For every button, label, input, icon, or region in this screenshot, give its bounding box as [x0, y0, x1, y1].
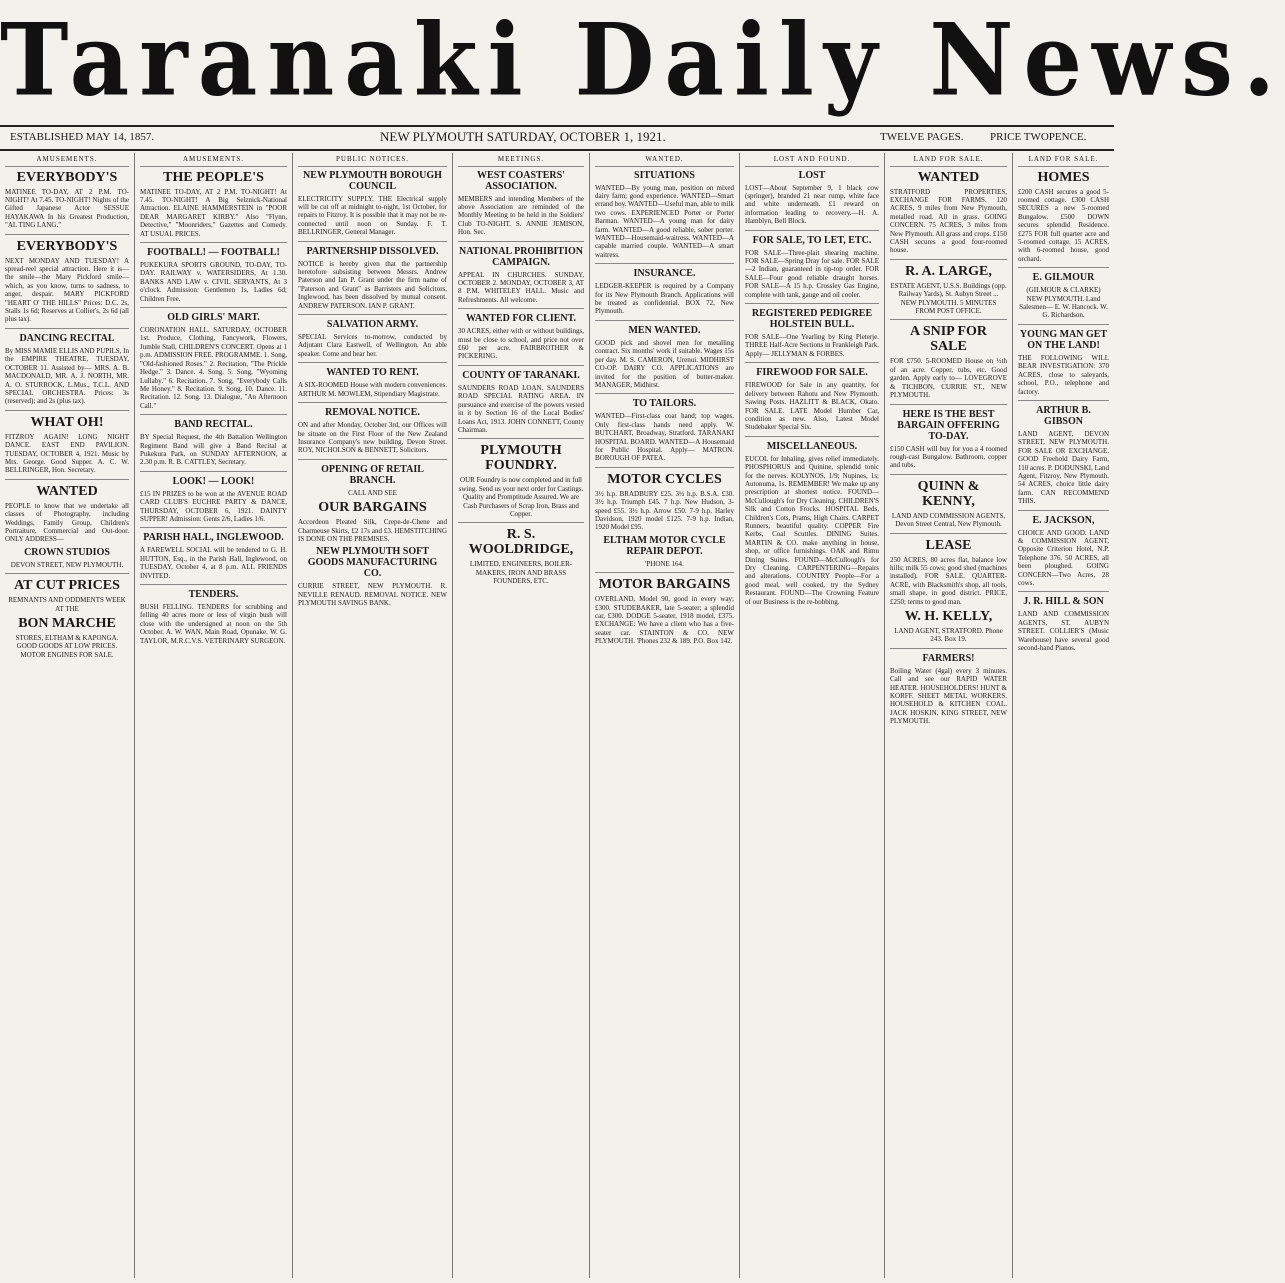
column-land-for-sale-1 [885, 153, 1013, 1278]
divider [595, 320, 734, 321]
divider [458, 522, 584, 523]
ad-text: WANTED—First-class coat hand; top wages. Only first-class hands need apply. W. BUTCHART, Broadway, Stratford. TARANAKI HOSPITAL BOARD. WANTED—A Housemaid for Public Hospital. Apply— MATRON. BOROUGH OF PATEA. [595, 412, 734, 463]
ad-text: LEDGER-KEEPER is required by a Company for its New Plymouth Branch. Applications will be treated as confidential. BOX 72, New Plymouth. [595, 282, 734, 316]
ad-text: ELECTRICITY SUPPLY. THE Electrical supply will be cut off at midnight to-night, 1st October, for repairs to Fitzroy. It is possible that it may not be re-connected until noon on Sunday. F. T. BELLRINGER, General Manager. [298, 194, 447, 237]
ad-text: DEVON STREET, NEW PLYMOUTH. [10, 560, 124, 569]
divider [745, 436, 879, 437]
ad-text: Accordeon Pleated Silk, Crepe-de-Chene and Charmeuse Skirts, £2 17s and £3. HEMSTITCHING IS DONE ON THE PREMISES. [298, 518, 447, 543]
divider [140, 584, 287, 585]
divider [5, 479, 129, 480]
divider [140, 471, 287, 472]
column-header: AMUSEMENTS. [5, 155, 129, 167]
divider [458, 241, 584, 242]
divider [1018, 591, 1109, 592]
divider [1018, 400, 1109, 401]
divider [890, 533, 1007, 534]
divider [890, 319, 1007, 320]
ad-text: A SIX-ROOMED House with modern conveniences. ARTHUR M. MOWLEM, Stipendiary Magistrate. [298, 381, 447, 398]
ad-heading: REGISTERED PEDIGREE HOLSTEIN BULL. [751, 308, 873, 331]
ad-heading: FOOTBALL! — FOOTBALL! [147, 247, 280, 259]
column-header: AMUSEMENTS. [140, 155, 287, 167]
ad-heading: BON MARCHE [18, 616, 116, 631]
divider [595, 263, 734, 264]
ad-heading: ARTHUR B. GIBSON [1036, 404, 1091, 427]
ad-text: NEXT MONDAY AND TUESDAY! A spread-reel special attraction. Here it is—the smile—the Mary Pickford smile—which, as you know, turns to sadness, to anger, despair. MARY PICKFORD "HEART O' THE HILLS" Prices: D.C. 2s, Stalls 1s 6d; Reserves at Collier's, 2s 6d (all plus tax). [5, 256, 129, 324]
ad-heading: HOMES [1037, 169, 1090, 185]
column-amusements-2 [135, 153, 293, 1278]
ad-text: LAND AND COMMISSION AGENTS, Devon Street Central, New Plymouth. [891, 511, 1006, 529]
ad-heading: MEN WANTED. [628, 324, 701, 336]
ad-heading: TO TAILORS. [632, 398, 697, 410]
ad-heading: FIREWOOD FOR SALE. [756, 367, 868, 379]
ad-heading: NATIONAL PROHIBITION CAMPAIGN. [458, 245, 583, 268]
divider [298, 402, 447, 403]
ad-text: OVERLAND, Model 90, good in every way; £300. STUDEBAKER, late 5-seater; a splendid car, £300. DODGE 5-seater, 1918 model, £375. EXCHANGE: We have a client who has a five-seater car. STAINTON & CO. NEW PLYMOUTH. 'Phones 232 & 189. P.O. Box 142. [595, 595, 734, 646]
ad-text: PEOPLE to know that we undertake all classes of Photography, including Weddings, Family Group, Children's Portraiture, Commercial and Out-door. ONLY ADDRESS— [5, 501, 129, 544]
dateline-bar [0, 125, 1114, 151]
ad-heading: MOTOR BARGAINS [598, 577, 731, 593]
ad-heading: HERE IS THE BEST BARGAIN OFFERING TO-DAY. [897, 408, 1000, 442]
ad-heading: INSURANCE. [633, 268, 696, 280]
issue-date: NEW PLYMOUTH SATURDAY, OCTOBER 1, 1921. [380, 129, 666, 144]
ad-heading: PARISH HALL, INGLEWOOD. [143, 532, 284, 544]
divider [140, 242, 287, 243]
ad-text: PUKEKURA SPORTS GROUND, TO-DAY, TO-DAY. RAILWAY v. WATERSIDERS, At 1.30. BANKS AND LAW v. CIVIL SERVANTS, At 3 o'clock. Admission: Gentlemen 1s, Ladies 6d; Children Free. [140, 261, 287, 303]
column-header: LAND FOR SALE. [1018, 155, 1109, 167]
ad-text: £15 IN PRIZES to be won at the AVENUE ROAD CARD CLUB'S EUCHRE PARTY & DANCE, THURSDAY, OCTOBER 6, 1921. DAINTY SUPPER! Admission: Gents 2/6, Ladies 1/6. [140, 489, 287, 523]
ad-text: LAND AND COMMISSION AGENTS, ST. AUBYN STREET. COLLIER'S (Music Warehouse) have several good second-hand Pianos. [1018, 610, 1109, 653]
divider [890, 404, 1007, 405]
masthead [0, 0, 1285, 125]
ad-heading: WANTED [917, 169, 980, 185]
ad-text: MEMBERS and intending Members of the above Association are reminded of the Monthly Meeting to be held in the Soldiers' Club TO-NIGHT. S. ANNIE JEMISON, Hon. Sec. [458, 194, 584, 237]
column-wanted [590, 153, 740, 1278]
ad-heading: MISCELLANEOUS. [766, 440, 858, 452]
divider [890, 648, 1007, 649]
ad-heading: NEW PLYMOUTH SOFT GOODS MANUFACTURING CO. [307, 546, 438, 580]
ad-heading: W. H. KELLY, [904, 608, 993, 624]
ad-text: 3½ h.p. BRADBURY £25. 3½ h.p. B.S.A. £30. 3½ h.p. Triumph £45. 7 h.p. New Hudson, 3-speed £55. 3½ h.p. Arrow £50. 7-9 h.p. Harley Davidson, 1920 model £125. 7-9 h.p. Indian, 1920 Model £95. [595, 489, 734, 532]
ad-text: MATINEE TO-DAY, AT 2 P.M. TO-NIGHT! At 7.45. TO-NIGHT! Nights of the Gifted Japanese Actor SESSUE HAYAKAWA In his Greatest Production, "AL TING LANG." [5, 187, 129, 230]
ad-heading: FOR SALE, TO LET, ETC. [752, 234, 872, 246]
ad-text: MATINEE TO-DAY, AT 2 P.M. TO-NIGHT! At 7.45. TO-NIGHT! A Big Selznick-National Attraction. ELAINE HAMMERSTEIN in "POOR DEAR MARGARET KIRBY." Also "Flynn, Detective," "Moonriders," Gazettes and Comedy. AT USUAL PRICES. [140, 187, 287, 238]
divider [1018, 324, 1109, 325]
ad-heading: E. GILMOUR [1032, 272, 1095, 284]
ad-text: ON and after Monday, October 3rd, our Offices will be situate on the First Floor of the New Zealand Insurance Company's new building, Devon Street. ROY, NICHOLSON & BENNETT, Solicitors. [298, 421, 447, 455]
column-meetings [453, 153, 590, 1278]
ad-heading: CROWN STUDIOS [24, 546, 110, 558]
divider [5, 573, 129, 574]
ad-text: WANTED—By young man, position on mixed dairy farm; good experience. WANTED—Smart errand boy. WANTED—Useful man, able to milk two cows. EXPERIENCED Porter or Porter Barman. WANTED—A young man for dairy farm. WANTED—A good reliable, sober porter. WANTED—Housemaid-waitress. WANTED—A capable married couple. WANTED—A smart waitress. [595, 183, 734, 259]
ad-text: CORONATION HALL. SATURDAY, OCTOBER 1st. Produce, Clothing, Fancywork, Flowers, Jumble Stall, CHILDREN'S CONCERT. Opens at 1 p.m. ADMISSION FREE. PROGRAMME. 1. Song, "Old-fashioned Roses." 2. Recitation, "The Prickle Hedge." 3. Dance. 4. Song. 5. Song, "Wyoming Lullaby." 6. Recitation. 7. Song, "Everybody Calls Me Honey." 8. Recitation. 9. Song. 10. Dance. 11. Recitation. 12. Song. 13. Dialogue, "An Afternoon Call." [140, 326, 287, 410]
ad-text: FOR £750. 5-ROOMED House on ½th of an acre. Copper, tubs, etc. Good garden. Apply early to— LOVEGROVE & TICHBON, CURRIE ST., NEW PLYMOUTH. [890, 357, 1007, 400]
ad-text: A FAREWELL SOCIAL will be tendered to G. H. HUTTON, Esq., in the Parish Hall, Inglewood, on TUESDAY, October 4, at 8 p.m. ALL FRIENDS INVITED. [140, 546, 287, 580]
ad-heading: OUR BARGAINS [318, 500, 427, 516]
ad-heading: SALVATION ARMY. [326, 319, 419, 331]
ad-text: 30 ACRES, either with or without buildings, must be close to school, and price not over £60 per acre. FAIRBROTHER & PICKERING. [458, 327, 584, 361]
divider [140, 414, 287, 415]
page-count: TWELVE PAGES. [880, 131, 964, 143]
column-header: LOST AND FOUND. [745, 155, 879, 167]
divider [595, 572, 734, 573]
ad-heading: E. JACKSON, [1032, 514, 1095, 526]
ad-text: STRATFORD PROPERTIES, EXCHANGE FOR FARMS. 120 ACRES, 9 miles from New Plymouth, metalled road. All in grass. GOING CONCERN. 75 ACRES, 3 miles from New Plymouth. All grass and crops. £150 CASH secures a good four-roomed house. [890, 187, 1007, 255]
ad-heading: BAND RECITAL. [174, 419, 253, 431]
ad-heading: EVERYBODY'S [16, 238, 118, 254]
ad-heading: WANTED [36, 483, 98, 499]
ad-text: EUCOL for Inhaling, gives relief immediately. PHOSPHORUS and Quinine, splendid tonic for the nerves. KOLYNOS, 1/9; Nupines, 1s; Autonuma, 1s. REMEMBER! We make up any prescription at shortest notice. FOUND—McCullough's for Dry Cleaning. CHILDREN'S Silk and Cotton Frocks. HOSPITAL Beds, Children's Cots, Prams, High Chairs. CARPET Runners, beautiful quality. COPPER Fire Kerbs, Coal Scuttles. DINING Suites. MARTIN & CO. make anything in house, shop, or office furnishings. OAK and Rimu Dining Suites. FOUND—McCullough's for Dry Cleaning. CARPENTERING—Repairs and alterations. COUNTRY People—For a good meal, well cooked, try the Sydney Restaurant. FOUND—The Crowning Feature of our Business is the re-bobbing. [745, 454, 879, 606]
ad-text: SAUNDERS ROAD LOAN. SAUNDERS ROAD SPECIAL RATING AREA. IN pursuance and exercise of the powers vested in it by Section 16 of the Local Bodies' Loans Act, 1913. JOHN CONNETT, County Chairman. [458, 383, 584, 434]
ad-heading: SITUATIONS [634, 169, 695, 181]
ad-heading: R. A. LARGE, [905, 263, 992, 279]
ad-text: CALL AND SEE [348, 488, 397, 497]
ad-text: BY Special Request, the 4th Battalion Wellington Regiment Band will give a Band Recital at Pukekura Park, on SUNDAY AFTERNOON, at 2.30 p.m. R. B. CATTLEY, Secretary. [140, 433, 287, 467]
ad-text: REMNANTS AND ODDMENTS WEEK AT THE [8, 596, 126, 613]
ad-text: ESTATE AGENT, U.S.S. Buildings (opp. Railway Yards), St. Aubyn Street ... NEW PLYMOUTH. 5 MINUTES FROM POST OFFICE. [890, 281, 1007, 316]
divider [890, 259, 1007, 260]
ad-heading: NEW PLYMOUTH BOROUGH COUNCIL [303, 169, 442, 192]
divider [298, 314, 447, 315]
divider [1018, 510, 1109, 511]
ad-heading: WHAT OH! [30, 414, 104, 430]
ad-heading: YOUNG MAN GET ON THE LAND! [1019, 328, 1108, 351]
divider [298, 362, 447, 363]
ad-text: STORES, ELTHAM & KAPONGA. GOOD GOODS AT LOW PRICES. MOTOR ENGINES FOR SALE. [15, 634, 119, 659]
ad-text: £150 CASH will buy for you a 4 roomed rough-cast Bungalow. Bathroom, copper and tubs. [890, 444, 1007, 470]
column-amusements-1 [0, 153, 135, 1278]
divider [745, 230, 879, 231]
ad-text: £200 CASH secures a good 5-roomed cottage. £300 CASH SECURES a new 5-roomed Bungalow. £500 DOWN secures splendid Residence. £275 FOR full quarter acre and 5-roomed cottage. 15 ACRES, with 6-roomed house, good orchard. [1018, 187, 1109, 263]
column-header: LAND FOR SALE. [890, 155, 1007, 167]
ad-text: Boiling Water (4gal) every 3 minutes. Call and see our RAPID WATER HEATER. HOUSEHOLDERS! HUNT & KORFF. SHEET METAL WORKERS. HOUSEHOLD & KITCHEN COAL. JACK HOSKIN, KING STREET, NEW PLYMOUTH. [890, 666, 1007, 726]
column-land-for-sale-2 [1013, 153, 1114, 1278]
divider [890, 474, 1007, 475]
ad-heading: MOTOR CYCLES [607, 471, 722, 487]
ad-text: CURRIE STREET, NEW PLYMOUTH. R. NEVILLE RENAUD. REMOVAL NOTICE. NEW PLYMOUTH SAVINGS BANK. [298, 582, 447, 608]
established-date: ESTABLISHED MAY 14, 1857. [10, 131, 155, 143]
ad-heading: LOOK! — LOOK! [172, 475, 255, 487]
ad-text: NOTICE is hereby given that the partnership heretofore subsisting between Messrs. Andrew Paterson and Ian P. Grant under the firm name of "Paterson and Grant" as Barristers and Solicitors, Inglewood, has been dissolved by mutual consent. ANDREW PATERSON. IAN P. GRANT. [298, 259, 447, 310]
ad-text: LAND AGENT, STRATFORD. Phone 243. Box 19. [894, 626, 1003, 644]
divider [5, 410, 129, 411]
ad-text: OUR Foundry is now completed and in full swing. Send us your next order for Castings. Quality and Promptitude Assured. We are Cash Purchasers of Scrap Iron, Brass and Copper. [458, 476, 584, 518]
column-header: WANTED. [595, 155, 734, 167]
ad-text: (GILMOUR & CLARKE) NEW PLYMOUTH. Land Salesmen— E. W. Hancock. W. G. Richardson. [1019, 286, 1108, 320]
ad-text: LOST—About September 9, 1 black cow (springer), branded 21 near rump, white face and white underneath. £1 reward on information leading to recovery.—H. A. Hamblyn, Bell Block. [745, 183, 879, 226]
ad-heading: FARMERS! [922, 652, 975, 664]
ad-heading: REMOVAL NOTICE. [325, 407, 420, 419]
ad-text: GOOD pick and shovel men for metalling contract. Six months' work if suitable. Wages 15s per day. M. S. CAMERON, Urenui. MIDHIRST CO-OP. DAIRY CO. APPLICATIONS are invited for the position of butter-maker. MANAGER, Midhirst. [595, 338, 734, 389]
ad-heading: R. S. WOOLDRIDGE, [468, 527, 574, 558]
ad-heading: LOST [798, 169, 826, 181]
ad-text: CHOICE AND GOOD. LAND & COMMISSION AGENT, Opposite Criterion Hotel, N.P. Telephone 376. 50 ACRES, all been ploughed. GOING CONCERN—Two Acres, 28 cows. [1018, 528, 1109, 587]
ad-text: SPECIAL Services to-morrow, conducted by Adjutant Clara Eastwell, of Wellington. An able speaker. Come and hear her. [298, 333, 447, 358]
ad-heading: DANCING RECITAL [19, 332, 115, 344]
ad-heading: LEASE [925, 537, 972, 553]
ad-heading: OLD GIRLS' MART. [167, 312, 260, 324]
divider [140, 307, 287, 308]
ad-heading: PARTNERSHIP DISSOLVED. [306, 245, 439, 257]
divider [745, 303, 879, 304]
price: PRICE TWOPENCE. [990, 131, 1087, 143]
divider [5, 328, 129, 329]
ad-heading: COUNTY OF TARANAKI. [462, 369, 580, 381]
column-public-notices [293, 153, 453, 1278]
divider [298, 241, 447, 242]
divider [745, 362, 879, 363]
divider [458, 365, 584, 366]
divider [5, 234, 129, 235]
ad-heading: J. R. HILL & SON [1023, 596, 1104, 608]
ad-heading: QUINN & KENNY, [917, 478, 980, 509]
ad-text: FITZROY AGAIN! LONG NIGHT DANCE. EAST END PAVILION. TUESDAY, OCTOBER 4, 1921. Music by Mrs. George. Good Supper. A. C. W. BELLRINGER, Hon. Secretary. [5, 432, 129, 475]
ad-heading: OPENING OF RETAIL BRANCH. [321, 463, 424, 486]
divider [458, 438, 584, 439]
ad-heading: WANTED TO RENT. [326, 367, 419, 379]
divider [458, 308, 584, 309]
divider [595, 393, 734, 394]
ad-heading: TENDERS. [188, 589, 239, 600]
column-header: MEETINGS. [458, 155, 584, 167]
ad-heading: PLYMOUTH FOUNDRY. [480, 443, 562, 474]
column-header: PUBLIC NOTICES. [298, 155, 447, 167]
ad-heading: WANTED FOR CLIENT. [465, 313, 577, 325]
ad-text: FIREWOOD for Sale in any quantity, for delivery between Rahotu and New Plymouth. Sawing Posts. HAZLITT & BLACK, Okato. FOR SALE. LATE Model Humber Car, condition as new. Also, Latest Model Studebaker Special Six. [745, 381, 879, 432]
divider [595, 467, 734, 468]
divider [298, 459, 447, 460]
ad-text: By MISS MAMIE ELLIS AND PUPILS, In the EMPIRE THEATRE, TUESDAY, OCTOBER 11. Assisted by— MRS. A. B. MACDONALD, MR. A. J. NORTH, MR. A. O. STURROCK, L.Mus., T.C.L. AND SPECIAL ORCHESTRA. Prices: 3s (reserved); and 2s (plus tax). [5, 346, 129, 406]
ad-text: FOR SALE—One Yearling by King Pieterje. THREE Half-Acre Sections in Frankleigh Park. Apply— JELLYMAN & FORBES. [745, 333, 879, 358]
ad-text: LIMITED, ENGINEERS, BOILER-MAKERS, IRON AND BRASS FOUNDERS, ETC. [469, 560, 573, 586]
ad-heading: AT CUT PRICES [14, 578, 120, 594]
ad-heading: ELTHAM MOTOR CYCLE REPAIR DEPOT. [603, 534, 726, 557]
ad-text: LAND AGENT, DEVON STREET, NEW PLYMOUTH. FOR SALE OR EXCHANGE. GOOD Freehold Dairy Farm, 110 acres. P. DODUNSKI, Land Agent, Fitzroy, New Plymouth. 54 ACRES, choice little dairy farm. CAN RECOMMEND THIS. [1018, 429, 1109, 506]
newspaper-title: Taranaki Daily News. [0, 1, 1285, 119]
ad-text: THE FOLLOWING WILL BEAR INVESTIGATION: 370 ACRES, close to saleyards, school, P.O., telephone and factory. [1018, 353, 1109, 396]
divider [140, 527, 287, 528]
ad-heading: A SNIP FOR SALE [909, 324, 987, 355]
ad-heading: WEST COASTERS' ASSOCIATION. [477, 169, 565, 192]
ad-text: APPEAL IN CHURCHES. SUNDAY, OCTOBER 2. MONDAY, OCTOBER 3, AT 8 P.M. WHITELEY HALL. Music and Refreshments. All welcome. [458, 270, 584, 304]
ad-text: FOR SALE—Three-plait shearing machine. FOR SALE—Spring Dray for sale. FOR SALE—2 Indian, guaranteed in tip-top order. FOR SALE—Four good reliable draught horses. FOR SALE—A 15 h.p. Crossley Gas Engine, complete with tank, gauge and oil cooler. [745, 248, 879, 299]
ad-text: 250 ACRES, 80 acres flat, balance low hills; milk 55 cows; good shed (machines installed). FOR SALE. QUARTER-ACRE, with Blacksmith's shop, all tools, small shape, in good district. PRICE, £250; terms to good man. [890, 555, 1007, 606]
columns [0, 153, 1114, 1278]
ad-text: 'PHONE 164. [645, 559, 684, 568]
divider [1018, 267, 1109, 268]
column-lost-and-found [740, 153, 885, 1278]
ad-text: BUSH FELLING. TENDERS for scrubbing and felling 40 acres more or less of virgin bush will close with the undersigned at noon on the 5th October. A. W. WAN, Main Road, Opunake. W. G. TAYLOR, M.R.C.V.S. VETERINARY SURGEON. [140, 603, 287, 645]
ad-heading: THE PEOPLE'S [163, 169, 264, 185]
ad-heading: EVERYBODY'S [16, 169, 118, 185]
